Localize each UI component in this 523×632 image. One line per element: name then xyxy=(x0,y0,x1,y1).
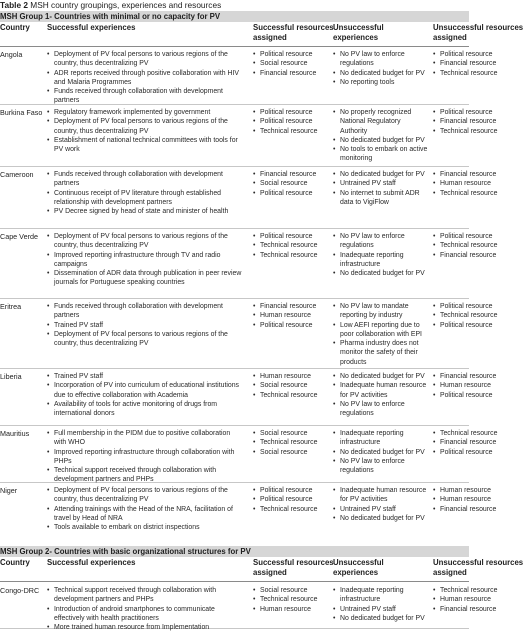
unsuccessful-experiences-list xyxy=(333,50,429,87)
successful-experiences-cell xyxy=(47,486,243,532)
list-item: • PV Decree signed by head of state and minister of health xyxy=(47,207,243,216)
list-item: • Human resource xyxy=(253,605,333,614)
list-item: • Establishment of national technical committees with tools for PV work xyxy=(47,136,243,155)
list-item: • Financial resource xyxy=(433,605,473,614)
successful-experiences-cell xyxy=(47,232,243,288)
list-item: • Continuous receipt of PV literature through established relationship with development partners xyxy=(47,189,243,208)
list-item: • Political resource xyxy=(253,495,333,504)
list-item: • Political resource xyxy=(433,448,473,457)
list-item: • Improved reporting infrastructure through collaboration with PHPs xyxy=(47,448,243,467)
list-item: • Inadequate reporting infrastructure xyxy=(333,429,429,448)
unsuccessful-resources-list xyxy=(433,170,498,198)
column-header-unsuccessful-resources: Unsuccessful resources assigned xyxy=(433,558,523,577)
unsuccessful-experiences-cell xyxy=(333,302,429,367)
list-item: • Introduction of android smartphones to communicate effectively with health practitioners xyxy=(47,605,243,624)
country-name: Burkina Faso xyxy=(0,108,43,117)
list-item: • Human resource xyxy=(433,486,473,495)
successful-resources-list xyxy=(253,586,333,614)
list-item: • Human resource xyxy=(433,495,473,504)
successful-experiences-list xyxy=(47,429,243,485)
list-item: • Untrained PV staff xyxy=(333,505,429,514)
unsuccessful-resources-cell xyxy=(433,372,497,400)
list-item: • Funds received through collaboration with development partners xyxy=(47,302,243,321)
list-item: • No PV law to enforce regulations xyxy=(333,232,429,251)
country-name: Liberia xyxy=(0,372,22,381)
column-header-unsuccessful-experiences: Unsuccessful experiences xyxy=(333,558,384,577)
table-row xyxy=(0,166,498,229)
successful-experiences-cell xyxy=(47,170,243,216)
list-item: • Technical resource xyxy=(253,505,333,514)
list-item: • Political resource xyxy=(253,321,333,330)
list-item: • Financial resource xyxy=(433,59,473,68)
list-item: • Technical resource xyxy=(433,69,473,78)
successful-experiences-cell xyxy=(47,372,243,418)
list-item: • Human resource xyxy=(433,381,473,390)
successful-experiences-list xyxy=(47,486,243,532)
column-header-unsuccessful-experiences: Unsuccessful experiences xyxy=(333,23,384,42)
table-header xyxy=(0,22,523,47)
table-header xyxy=(0,557,523,582)
list-item: • Social resource xyxy=(253,179,333,188)
list-item: • Financial resource xyxy=(253,302,333,311)
successful-resources-cell xyxy=(253,50,333,78)
list-item: • Technical resource xyxy=(253,391,333,400)
unsuccessful-resources-cell xyxy=(433,486,497,514)
list-item: • Technical resource xyxy=(253,595,333,604)
group-title: MSH Group 1- Countries with minimal or no capacity for PV xyxy=(0,11,469,22)
list-item: • Political resource xyxy=(433,302,473,311)
country-name: Niger xyxy=(0,486,18,495)
successful-experiences-list xyxy=(47,372,243,418)
unsuccessful-experiences-cell xyxy=(333,50,429,87)
list-item: • Human resource xyxy=(253,372,333,381)
unsuccessful-resources-list xyxy=(433,372,497,400)
successful-resources-cell xyxy=(253,170,333,198)
unsuccessful-experiences-cell xyxy=(333,486,429,523)
unsuccessful-resources-list xyxy=(433,302,498,330)
unsuccessful-experiences-cell xyxy=(333,232,429,278)
list-item: • Technical resource xyxy=(433,241,473,250)
list-item: • Technical resource xyxy=(253,438,333,447)
list-item: • Technical resource xyxy=(433,429,473,438)
list-item: • Regulatory framework implemented by government xyxy=(47,108,243,117)
list-item: • Financial resource xyxy=(433,372,473,381)
unsuccessful-resources-cell xyxy=(433,170,498,198)
list-item: • ADR reports received through positive collaboration with HIV and Malaria Programmes xyxy=(47,69,243,88)
list-item: • Social resource xyxy=(253,429,333,438)
unsuccessful-resources-cell xyxy=(433,586,498,614)
list-item: • No dedicated budget for PV xyxy=(333,372,429,381)
successful-resources-cell xyxy=(253,486,333,514)
successful-resources-cell xyxy=(253,302,333,330)
list-item: • Social resource xyxy=(253,586,333,595)
list-item: • No dedicated budget for PV xyxy=(333,69,429,78)
list-item: • Trained PV staff xyxy=(47,372,243,381)
country-name: Cape Verde xyxy=(0,232,38,241)
table-row xyxy=(0,582,498,632)
list-item: • No dedicated budget for PV xyxy=(333,269,429,278)
list-item: • Untrained PV staff xyxy=(333,179,429,188)
list-item: • Human resource xyxy=(253,311,333,320)
list-item: • Financial resource xyxy=(253,170,333,179)
list-item: • Pharma industry does not monitor the safety of their products xyxy=(333,339,429,367)
list-item: • Financial resource xyxy=(433,117,473,126)
group-title: MSH Group 2- Countries with basic organizational structures for PV xyxy=(0,546,469,557)
list-item: • Deployment of PV focal persons to various regions of the country, thus decentralizing PV xyxy=(47,232,243,251)
successful-experiences-cell xyxy=(47,586,243,632)
successful-experiences-list xyxy=(47,170,243,216)
successful-resources-cell xyxy=(253,429,333,457)
list-item: • Technical resource xyxy=(433,311,473,320)
successful-resources-cell xyxy=(253,586,333,614)
unsuccessful-resources-list xyxy=(433,586,498,614)
list-item: • Technical resource xyxy=(433,189,473,198)
list-item: • Funds received through collaboration with development partners xyxy=(47,170,243,189)
list-item: • Financial resource xyxy=(433,505,473,514)
unsuccessful-experiences-list xyxy=(333,108,429,164)
column-header-country: Country xyxy=(0,558,30,567)
list-item: • Inadequate reporting infrastructure xyxy=(333,251,429,270)
list-item: • Funds received through collaboration with development partners xyxy=(47,87,243,106)
list-item: • Inadequate reporting infrastructure xyxy=(333,586,429,605)
list-item: • Availability of tools for active monitoring of drugs from international donors xyxy=(47,400,243,419)
list-item: • No tools to embark on active monitoring xyxy=(333,145,429,164)
column-header-unsuccessful-resources: Unsuccessful resources assigned xyxy=(433,23,523,42)
column-header-successful-resources: Successful resources assigned xyxy=(253,558,334,577)
table-row xyxy=(0,368,497,426)
table-row xyxy=(0,104,498,167)
column-header-country: Country xyxy=(0,23,30,32)
successful-resources-list xyxy=(253,429,333,457)
list-item: • Political resource xyxy=(433,108,473,117)
list-item: • Financial resource xyxy=(253,69,333,78)
list-item: • Technical support received through collaboration with development partners and PHPs xyxy=(47,586,243,605)
unsuccessful-experiences-cell xyxy=(333,429,429,475)
list-item: • Dissemination of ADR data through publication in peer review journals for Portuguese speaking countries xyxy=(47,269,243,288)
unsuccessful-resources-list xyxy=(433,486,497,514)
unsuccessful-resources-list xyxy=(433,108,498,136)
list-item: • No PV law to enforce regulations xyxy=(333,400,429,419)
unsuccessful-experiences-list xyxy=(333,170,429,207)
list-item: • No internet to submit ADR data to VigiFlow xyxy=(333,189,429,208)
successful-experiences-cell xyxy=(47,429,243,485)
successful-experiences-list xyxy=(47,108,243,154)
list-item: • Political resource xyxy=(253,50,333,59)
list-item: • Financial resource xyxy=(433,170,473,179)
successful-resources-list xyxy=(253,50,333,78)
list-item: • Political resource xyxy=(433,50,473,59)
successful-resources-list xyxy=(253,170,333,198)
list-item: • Technical resource xyxy=(253,241,333,250)
country-name: Congo-DRC xyxy=(0,586,40,595)
country-name: Cameroon xyxy=(0,170,34,179)
successful-resources-list xyxy=(253,486,333,514)
table-row xyxy=(0,228,498,299)
list-item: • No dedicated budget for PV xyxy=(333,136,429,145)
successful-resources-list xyxy=(253,372,333,400)
table-label: Table 2 xyxy=(0,0,28,10)
unsuccessful-resources-list xyxy=(433,232,498,260)
list-item: • Political resource xyxy=(253,486,333,495)
unsuccessful-experiences-list xyxy=(333,372,429,418)
list-item: • More trained human resource from Implementation xyxy=(47,623,243,632)
list-item: • Social resource xyxy=(253,448,333,457)
list-item: • No dedicated budget for PV xyxy=(333,514,429,523)
unsuccessful-experiences-list xyxy=(333,486,429,523)
list-item: • No PV law to enforce regulations xyxy=(333,50,429,69)
list-item: • No PV law to enforce regulations xyxy=(333,457,429,476)
list-item: • Political resource xyxy=(433,232,473,241)
list-item: • Low AEFI reporting due to poor collaboration with EPI xyxy=(333,321,429,340)
list-item: • Inadequate human resource for PV activities xyxy=(333,486,429,505)
list-item: • Deployment of PV focal persons to various regions of the country, thus decentralizing PV xyxy=(47,117,243,136)
successful-experiences-cell xyxy=(47,50,243,106)
successful-resources-cell xyxy=(253,232,333,260)
list-item: • Full membership in the PIDM due to positive collaboration with WHO xyxy=(47,429,243,448)
list-item: • No dedicated budget for PV xyxy=(333,448,429,457)
list-item: • Inadequate human resource for PV activities xyxy=(333,381,429,400)
successful-resources-list xyxy=(253,232,333,260)
unsuccessful-experiences-list xyxy=(333,586,429,623)
successful-resources-list xyxy=(253,108,333,136)
country-name: Eritrea xyxy=(0,302,22,311)
column-header-successful-resources: Successful resources assigned xyxy=(253,23,334,42)
unsuccessful-experiences-cell xyxy=(333,108,429,164)
unsuccessful-resources-cell xyxy=(433,232,498,260)
successful-resources-list xyxy=(253,302,333,330)
list-item: • Political resource xyxy=(433,321,473,330)
list-item: • Political resource xyxy=(253,189,333,198)
list-item: • Political resource xyxy=(253,108,333,117)
list-item: • Political resource xyxy=(433,391,473,400)
list-item: • Financial resource xyxy=(433,251,473,260)
table-caption xyxy=(0,0,469,11)
column-header-successful-experiences: Successful experiences xyxy=(47,558,136,567)
list-item: • Political resource xyxy=(253,117,333,126)
table-title: MSH country groupings, experiences and resources xyxy=(30,0,222,10)
unsuccessful-resources-list xyxy=(433,429,498,457)
list-item: • Attending trainings with the Head of the NRA, facilitation of travel by Head of NRA xyxy=(47,505,243,524)
list-item: • Untrained PV staff xyxy=(333,605,429,614)
successful-experiences-list xyxy=(47,232,243,288)
list-item: • Human resource xyxy=(433,595,473,604)
list-item: • Social resource xyxy=(253,381,333,390)
table-row xyxy=(0,482,497,546)
list-item: • Incorporation of PV into curriculum of educational institutions due to effective collaboration with Academia xyxy=(47,381,243,400)
table-row xyxy=(0,425,498,484)
list-item: • Deployment of PV focal persons to various regions of the country, thus decentralizing PV xyxy=(47,50,243,69)
list-item: • Tools available to embark on district inspections xyxy=(47,523,243,532)
list-item: • Trained PV staff xyxy=(47,321,243,330)
unsuccessful-experiences-cell xyxy=(333,586,429,623)
successful-resources-cell xyxy=(253,372,333,400)
unsuccessful-resources-cell xyxy=(433,429,498,457)
list-item: • Technical resource xyxy=(253,127,333,136)
list-item: • Social resource xyxy=(253,59,333,68)
list-item: • Technical resource xyxy=(433,586,473,595)
list-item: • Financial resource xyxy=(433,438,473,447)
unsuccessful-experiences-list xyxy=(333,429,429,475)
successful-experiences-list xyxy=(47,586,243,632)
unsuccessful-resources-cell xyxy=(433,302,498,330)
table-row xyxy=(0,46,498,105)
table-row xyxy=(0,298,498,369)
country-name: Mauritius xyxy=(0,429,30,438)
successful-experiences-cell xyxy=(47,108,243,154)
list-item: • No dedicated budget for PV xyxy=(333,614,429,623)
unsuccessful-resources-list xyxy=(433,50,498,78)
successful-experiences-cell xyxy=(47,302,243,348)
country-name: Angola xyxy=(0,50,23,59)
list-item: • Technical resource xyxy=(433,127,473,136)
list-item: • Deployment of PV focal persons to various regions of the country, thus decentralizing PV xyxy=(47,486,243,505)
list-item: • Technical support received through collaboration with development partners and PHPs xyxy=(47,466,243,485)
successful-resources-cell xyxy=(253,108,333,136)
list-item: • No reporting tools xyxy=(333,78,429,87)
list-item: • Deployment of PV focal persons to various regions of the country, thus decentralizing PV xyxy=(47,330,243,349)
list-item: • No properly recognized National Regulatory Authority xyxy=(333,108,429,136)
unsuccessful-resources-cell xyxy=(433,50,498,78)
column-header-successful-experiences: Successful experiences xyxy=(47,23,136,32)
list-item: • No dedicated budget for PV xyxy=(333,170,429,179)
unsuccessful-experiences-list xyxy=(333,302,429,367)
list-item: • Improved reporting infrastructure through TV and radio campaigns xyxy=(47,251,243,270)
unsuccessful-experiences-cell xyxy=(333,170,429,207)
successful-experiences-list xyxy=(47,50,243,106)
list-item: • No PV law to mandate reporting by industry xyxy=(333,302,429,321)
unsuccessful-experiences-cell xyxy=(333,372,429,418)
list-item: • Technical resource xyxy=(253,251,333,260)
successful-experiences-list xyxy=(47,302,243,348)
unsuccessful-experiences-list xyxy=(333,232,429,278)
list-item: • Political resource xyxy=(253,232,333,241)
list-item: • Human resource xyxy=(433,179,473,188)
unsuccessful-resources-cell xyxy=(433,108,498,136)
